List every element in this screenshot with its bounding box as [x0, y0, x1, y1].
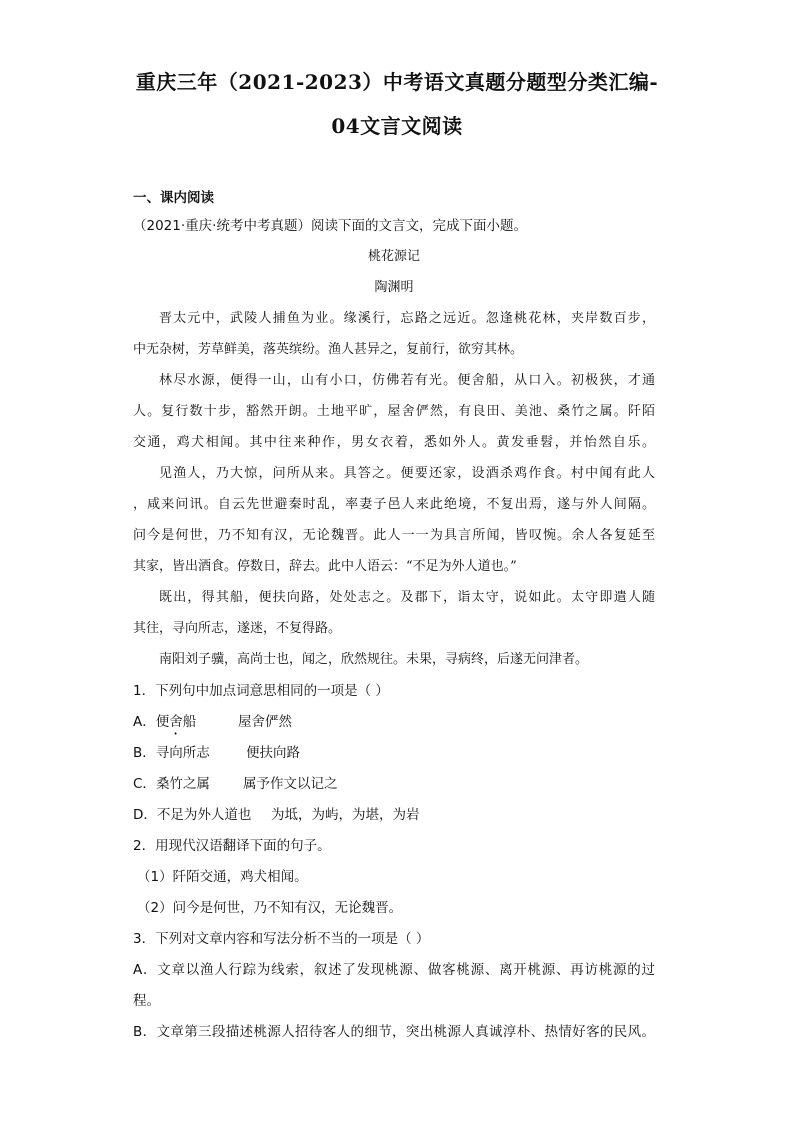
passage-line: 晋太元中，武陵人捕鱼为业。缘溪行，忘路之远近。忽逢桃花林，夹岸数百步， — [159, 311, 655, 326]
option-label: C． — [133, 776, 156, 792]
passage-line: 问今是何世，乃不知有汉，无论魏晋。此人一一为具言所闻，皆叹惋。余人各复延至 — [133, 528, 655, 543]
option-label: A． — [133, 714, 156, 730]
option-label: B． — [133, 745, 156, 761]
passage-line: 中无杂树，芳草鲜美，落英缤纷。渔人甚异之，复前行，欲穷其林。 — [133, 342, 524, 357]
option-c-left: 桑竹之属 — [155, 776, 210, 792]
passage-line: 见渔人，乃大惊，问所从来。具答之。便要还家，设酒杀鸡作食。村中闻有此人 — [159, 466, 655, 481]
passage-line: 人。复行数十步，豁然开朗。土地平旷，屋舍俨然，有良田、美池、桑竹之属。阡陌 — [133, 404, 655, 419]
option-a-dotted-word: 舍 — [169, 714, 183, 730]
section-heading: 一、课内阅读 — [133, 190, 214, 206]
passage-line: 既出，得其船，便扶向路，处处志之。及郡下，诣太守，说如此。太守即遣人随 — [159, 590, 655, 605]
option-a-left-1: 便 — [155, 714, 170, 730]
question-1-option-a-right: 屋舍俨然 — [238, 714, 292, 730]
question-3-stem: 3．下列对文章内容和写法分析不当的一项是（ ） — [133, 931, 430, 947]
question-1-stem: 1．下列句中加点词意思相同的一项是（ ） — [133, 683, 389, 699]
passage-author: 陶渊明 — [374, 280, 414, 295]
question-3-option-a-line1[interactable]: A．文章以渔人行踪为线索，叙述了发现桃源、做客桃源、离开桃源、再访桃源的过 — [133, 962, 655, 978]
option-b-left: 寻向所志 — [155, 745, 210, 761]
question-2-stem: 2．用现代汉语翻译下面的句子。 — [133, 838, 331, 854]
passage-line: 其往，寻向所志，遂迷，不复得路。 — [133, 621, 342, 636]
question-1-option-d[interactable] — [133, 803, 251, 823]
question-1-option-b-right: 便扶向路 — [246, 745, 300, 761]
option-d-left: 不足为外人道也 — [156, 807, 252, 823]
passage-line: 林尽水源，便得一山，山有小口，仿佛若有光。便舍船，从口入。初极狭，才通 — [159, 373, 655, 388]
question-1-option-c-right: 属予作文以记之 — [243, 776, 338, 792]
option-label: D． — [133, 807, 157, 823]
question-1-option-d-right: 为坻，为屿，为堪，为岩 — [271, 807, 420, 823]
option-a-left-2: 船 — [182, 714, 197, 730]
question-1-option-b[interactable] — [133, 741, 210, 761]
passage-line: 其家，皆出酒食。停数日，辞去。此中人语云：“不足为外人道也。” — [133, 559, 517, 574]
passage-line: 南阳刘子骥，高尚士也，闻之，欣然规往。未果，寻病终，后遂无问津者。 — [159, 652, 589, 667]
document-title-line2: 04文言文阅读 — [331, 114, 463, 138]
question-3-option-b[interactable]: B．文章第三段描述桃源人招待客人的细节，突出桃源人真诚淳朴、热情好客的民风。 — [133, 1024, 655, 1040]
question-1-option-c[interactable] — [133, 772, 210, 792]
question-2-sentence-1: （1）阡陌交通，鸡犬相闻。 — [137, 869, 308, 885]
question-intro: （2021·重庆·统考中考真题）阅读下面的文言文，完成下面小题。 — [133, 218, 527, 234]
passage-title: 桃花源记 — [367, 249, 420, 264]
question-2-sentence-2: （2）问今是何世，乃不知有汉，无论魏晋。 — [137, 900, 403, 916]
passage-line: ，咸来问讯。自云先世避秦时乱，率妻子邑人来此绝境，不复出焉，遂与外人间隔。 — [133, 497, 655, 512]
question-1-option-a[interactable] — [133, 710, 196, 738]
document-title-line1: 重庆三年（2021-2023）中考语文真题分题型分类汇编- — [135, 70, 659, 94]
question-3-option-a-line2: 程。 — [133, 993, 160, 1009]
passage-line: 交通，鸡犬相闻。其中往来种作，男女衣着，悉如外人。黄发垂髫，并怡然自乐。 — [133, 435, 655, 450]
